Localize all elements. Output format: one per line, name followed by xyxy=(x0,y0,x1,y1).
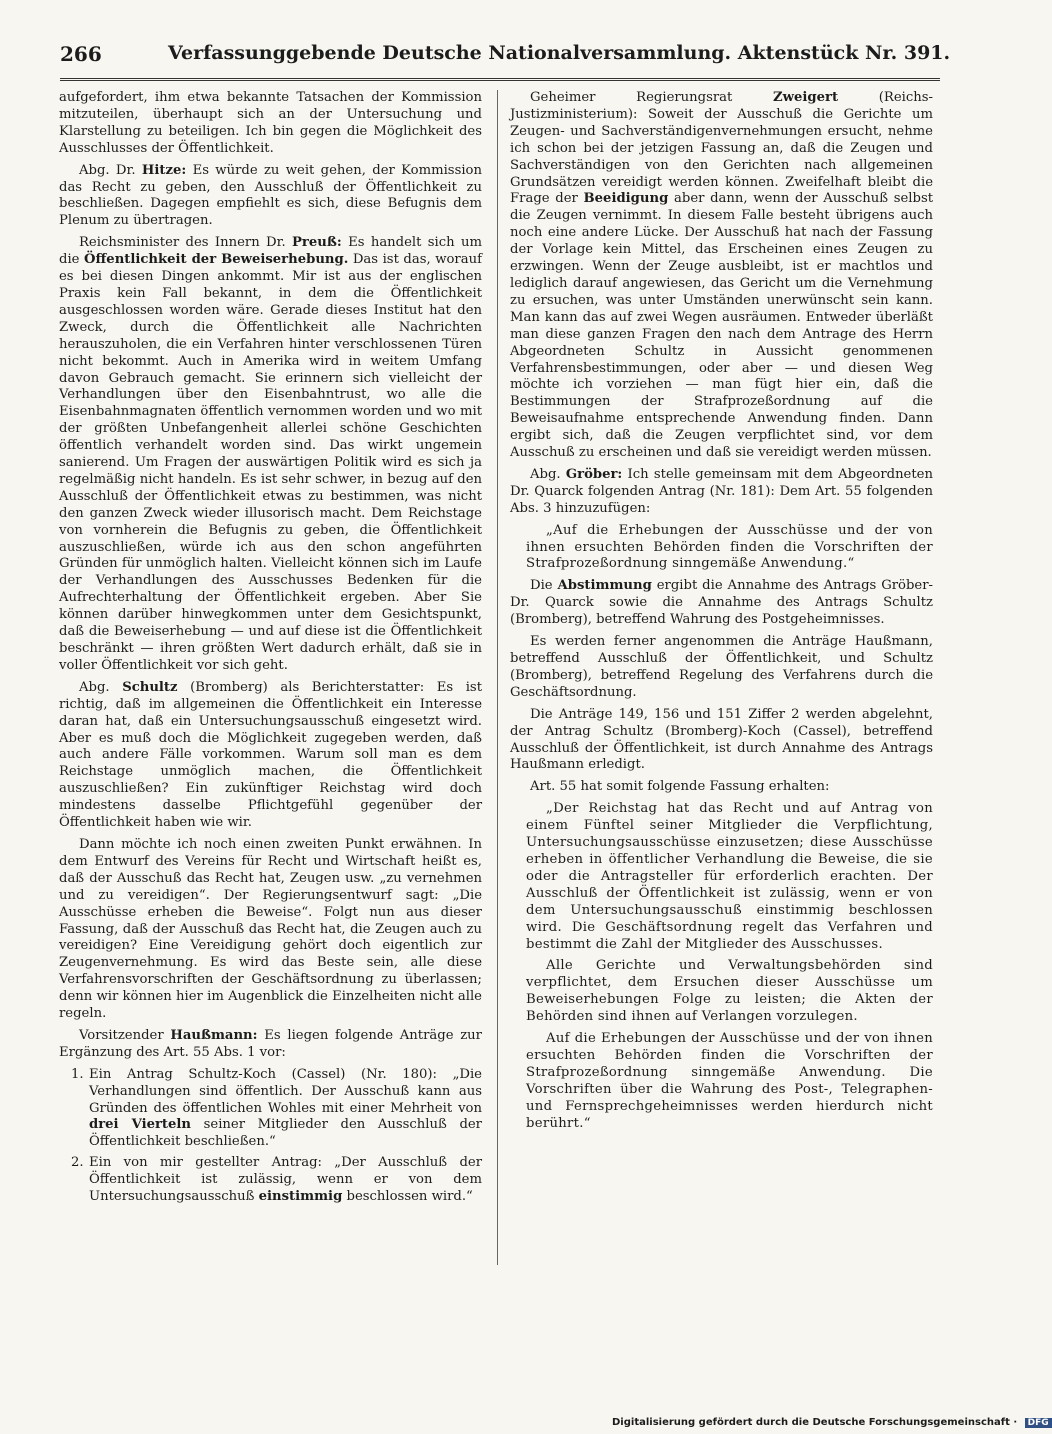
list-item xyxy=(59,1155,482,1206)
list-text: beschlossen wird.“ xyxy=(346,1189,473,1205)
paragraph: Art. 55 hat somit folgende Fassung erhalten: xyxy=(530,779,830,795)
speaker-title: Geheimer Regierungsrat xyxy=(530,90,733,105)
paragraph-text: aber dann, wenn der Ausschuß selbst die Zeugen vernimmt. In diesem Falle besteht übrigens auch noch eine andere Lücke. Der Ausschuß hat nach der Fassung der Vorlage kein Mittel, das Erscheinen eines Zeugen zu erzwingen. Wenn der Zeuge ausbleibt, ist er machtlos und lediglich darauf angewiesen, das Gericht um die Vernehmung zu ersuchen, was unter Umständen unerwünscht sein kann. Man kann das auf zwei Wegen ausräumen. Entweder überläßt man diese ganzen Fragen den nach dem Antrage des Herrn Abgeordneten Schultz in Aussicht genommenen Verfahrensbestimmungen, oder aber — und diesen Weg möchte ich vorziehen — man fügt hier ein, daß die Bestimmungen der Strafprozeßordnung auf die Beweisaufnahme entsprechende Anwendung finden. Dann ergibt sich, daß die Zeugen verpflichtet sind, vor dem Ausschuß zu erscheinen und daß sie vereidigt werden müssen. xyxy=(510,191,934,461)
paragraph xyxy=(59,680,482,832)
paragraph-text: Es liegen folgende Anträge zur Ergänzung des Art. 55 Abs. 1 vor: xyxy=(59,1027,482,1060)
speaker-title: Vorsitzender xyxy=(79,1027,164,1043)
speaker-title: Abg. Dr. xyxy=(79,162,136,178)
speaker-name: Schultz xyxy=(122,679,178,695)
paragraph: Dann möchte ich noch einen zweiten Punkt erwähnen. In dem Entwurf des Vereins für Recht und Wirtschaft heißt es, daß der Ausschuß das Recht hat, Zeugen usw. „zu vernehmen und zu vereidigen“. Der Regierungsentwurf sagt: „Die Ausschüsse erheben die Beweise“. Folgt nun aus dieser Fassung, daß der Ausschuß das Recht hat, die Zeugen auch zu vereidigen? Eine Vereidigung gehört doch eigentlich zur Zeugenvernehmung. Es wird das Beste sein, alle diese Verfahrensvorschriften der Geschäftsordnung zu überlassen; denn wir können hier im Augenblick die Einzelheiten nicht alle regeln. xyxy=(59,836,482,1022)
paragraph xyxy=(59,163,482,231)
paragraph xyxy=(510,578,933,629)
paragraph: Die Anträge 149, 156 und 151 Ziffer 2 werden abgelehnt, der Antrag Schultz (Bromberg)-Koch (Cassel), betreffend Ausschluß der Öffentlichkeit, ist durch Annahme des Antrags Haußmann erledigt. xyxy=(510,706,933,773)
paragraph-text: (Bromberg) als Berichterstatter: Es ist richtig, daß im allgemeinen die Öffentlichkeit ein Interesse daran hat, daß ein Untersuchungsausschuß eingesetzt wird. Aber es muß doch die Möglichkeit zugegeben werden, daß auch andere Fälle vorkommen. Warum soll man es dem Reichstage unmöglich machen, die Öffentlichkeit auszuschließen? Ein zukünftiger Reichstag wird doch mindestens dasselbe Pflichtgefühl gegenüber der Öffentlichkeit haben wie wir. xyxy=(59,679,482,831)
speaker-name: Gröber: xyxy=(565,466,623,482)
dfg-logo: DFG xyxy=(1025,1418,1052,1428)
left-column xyxy=(59,90,482,1210)
paragraph-text: Das ist das, worauf es bei diesen Dingen ankommt. Mir ist aus der englischen Praxis kein Fall bekannt, in dem die Öffentlichkeit ausgeschlossen worden wäre. Gerade dieses Institut hat den Zweck, durch die Öffentlichkeit alle Nachrichten herauszuholen, die ein Verfahren hinter verschlossenen Türen nicht bekommt. Auch in Amerika wird in weitem Umfang davon Gebrauch gemacht. Sie erinnern sich vielleicht der Verhandlungen über den Eisenbahntrust, wo alle die Eisenbahnmagnaten öffentlich vernommen worden und wo mit der größten Unbefangenheit allerlei schöne Geschichten öffentlich verhandelt worden sind. Das wirkt ungemein sanierend. Um Fragen der auswärtigen Politik wird es sich ja regelmäßig nicht handeln. Es ist sehr schwer, in bezug auf den Ausschluß der Öffentlichkeit etwas zu bestimmen, was nicht den ganzen Zweck wieder illusorisch macht. Dem Reichstage von vornherein die Befugnis zu geben, die Öffentlichkeit auszuschließen, würde ich aus den schon angeführten Gründen für unmöglich halten. Vielleicht können sich im Laufe der Verhandlungen des Ausschusses Bedenken für die Aufrechterhaltung der Öffentlichkeit ergeben. Aber Sie können darüber hinwegkommen unter dem Gesichtspunkt, daß die Beweiserhebung — und auf diese ist die Öffentlichkeit beschränkt — ihren größten Wert dadurch erhält, daß sie in voller Öffentlichkeit vor sich geht. xyxy=(59,252,482,673)
quoted-article: „Der Reichstag hat das Recht und auf Antrag von einem Fünftel seiner Mitglieder die Verpflichtung, Untersuchungsausschüsse einzusetzen; diese Ausschüsse erheben in öffentlicher Verhandlung die Beweise, die sie oder die Antragsteller für erforderlich erachten. Der Ausschluß der Öffentlichkeit ist zulässig, wenn er von dem Untersuchungsausschuß einstimmig beschlossen wird. Die Geschäftsordnung regelt das Verfahren und bestimmt die Zahl der Mitglieder des Ausschusses. xyxy=(526,801,933,952)
list-text: seiner Mitglieder den Ausschluß der Öffentlichkeit beschließen.“ xyxy=(89,1117,482,1150)
list-text: Ein Antrag Schultz-Koch (Cassel) (Nr. 180): „Die Verhandlungen sind öffentlich. Der Ausschuß kann aus Gründen des öffentlichen Wohles mit einer Mehrheit von xyxy=(89,1066,482,1116)
paragraph xyxy=(510,467,933,518)
quoted-motion: „Auf die Erhebungen der Ausschüsse und der von ihnen ersuchten Behörden finden die Vorschriften der Strafprozeßordnung sinngemäße Anwendung.“ xyxy=(526,522,933,572)
running-title: Verfassunggebende Deutsche Nationalversammlung. Aktenstück Nr. 391. xyxy=(168,42,951,64)
page-header xyxy=(60,38,951,81)
paragraph-text: Es würde zu weit gehen, der Kommission das Recht zu geben, den Ausschluß der Öffentlichkeit zu beschließen. Dagegen empfiehlt es sich, diese Befugnis dem Plenum zu übertragen. xyxy=(59,162,482,229)
quoted-article: Alle Gerichte und Verwaltungsbehörden sind verpflichtet, dem Ersuchen dieser Ausschüsse um Beweiserhebungen Folge zu leisten; die Akten der Behörden sind ihnen auf Verlangen vorzulegen. xyxy=(526,958,933,1025)
list-text: Ein von mir gestellter Antrag: „Der Ausschluß der Öffentlichkeit ist zulässig, wenn er von dem Untersuchungsausschuß xyxy=(89,1155,482,1205)
speaker-title: Abg. xyxy=(530,466,561,482)
emphasis-text: Öffentlichkeit der Beweiserhebung. xyxy=(84,252,349,268)
emphasis-text: Abstimmung xyxy=(557,578,652,594)
paragraph-text: Ich stelle gemeinsam mit dem Abgeordneten Dr. Quarck folgenden Antrag (Nr. 181): Dem Art. 55 folgenden Abs. 3 hinzuzufügen: xyxy=(510,466,933,516)
speaker-title: Reichsminister des Innern Dr. xyxy=(79,235,286,251)
quoted-article: Auf die Erhebungen der Ausschüsse und der von ihnen ersuchten Behörden finden die Vorschriften der Strafprozeßordnung sinngemäße Anwendung. Die Vorschriften über die Wahrung des Post-, Telegraphen- und Fernsprechgeheimnisses werden hierdurch nicht berührt.“ xyxy=(526,1031,933,1131)
list-number: 2. xyxy=(71,1155,84,1171)
paragraph: aufgefordert, ihm etwa bekannte Tatsachen der Kommission mitzuteilen, überhaupt sich an der Untersuchung und Klarstellung zu beteiligen. Ich bin gegen die Möglichkeit des Ausschlusses der Öffentlichkeit. xyxy=(59,90,482,156)
speaker-name: Preuß: xyxy=(292,235,342,251)
paragraph-text: Die xyxy=(530,578,553,594)
paragraph: Es werden ferner angenommen die Anträge Haußmann, betreffend Ausschluß der Öffentlichkeit, und Schultz (Bromberg), betreffend Regelung des Verfahrens durch die Geschäftsordnung. xyxy=(510,634,933,700)
emphasis-text: Beeidigung xyxy=(583,191,669,207)
paragraph-text: ergibt die Annahme des Antrags Gröber-Dr. Quarck sowie die Annahme des Antrags Schultz (Bromberg), betreffend Wahrung des Postgeheimnisses. xyxy=(510,578,933,628)
list-item xyxy=(59,1067,482,1152)
right-column xyxy=(510,90,933,1137)
paragraph xyxy=(59,235,482,675)
emphasis-text: drei Vierteln xyxy=(89,1117,192,1133)
speaker-name: Haußmann: xyxy=(170,1027,258,1043)
paragraph xyxy=(59,1028,482,1062)
paragraph-text: Es handelt sich um die xyxy=(59,235,482,268)
speaker-title: Abg. xyxy=(79,679,110,695)
emphasis-text: einstimmig xyxy=(258,1189,343,1205)
digitization-footer xyxy=(612,1417,1049,1431)
list-number: 1. xyxy=(71,1066,84,1082)
column-divider xyxy=(497,90,498,1265)
footer-text: Digitalisierung gefördert durch die Deutsche Forschungsgemeinschaft · xyxy=(612,1417,1018,1428)
paragraph-text: (Reichs-Justizministerium): Soweit der Ausschuß die Gerichte um Zeugen- und Sachverständigenvernehmungen ersucht, nehme ich schon bei der jetzigen Fassung an, daß die Zeugen und Sachverständigen von den Gerichten nach allgemeinen Grundsätzen vereidigt werden können. Zweifelhaft bleibt die Frage der xyxy=(510,90,933,207)
speaker-name: Zweigert xyxy=(773,90,839,105)
page-number: 266 xyxy=(60,42,102,66)
speaker-name: Hitze: xyxy=(141,162,187,178)
paragraph xyxy=(510,90,933,462)
